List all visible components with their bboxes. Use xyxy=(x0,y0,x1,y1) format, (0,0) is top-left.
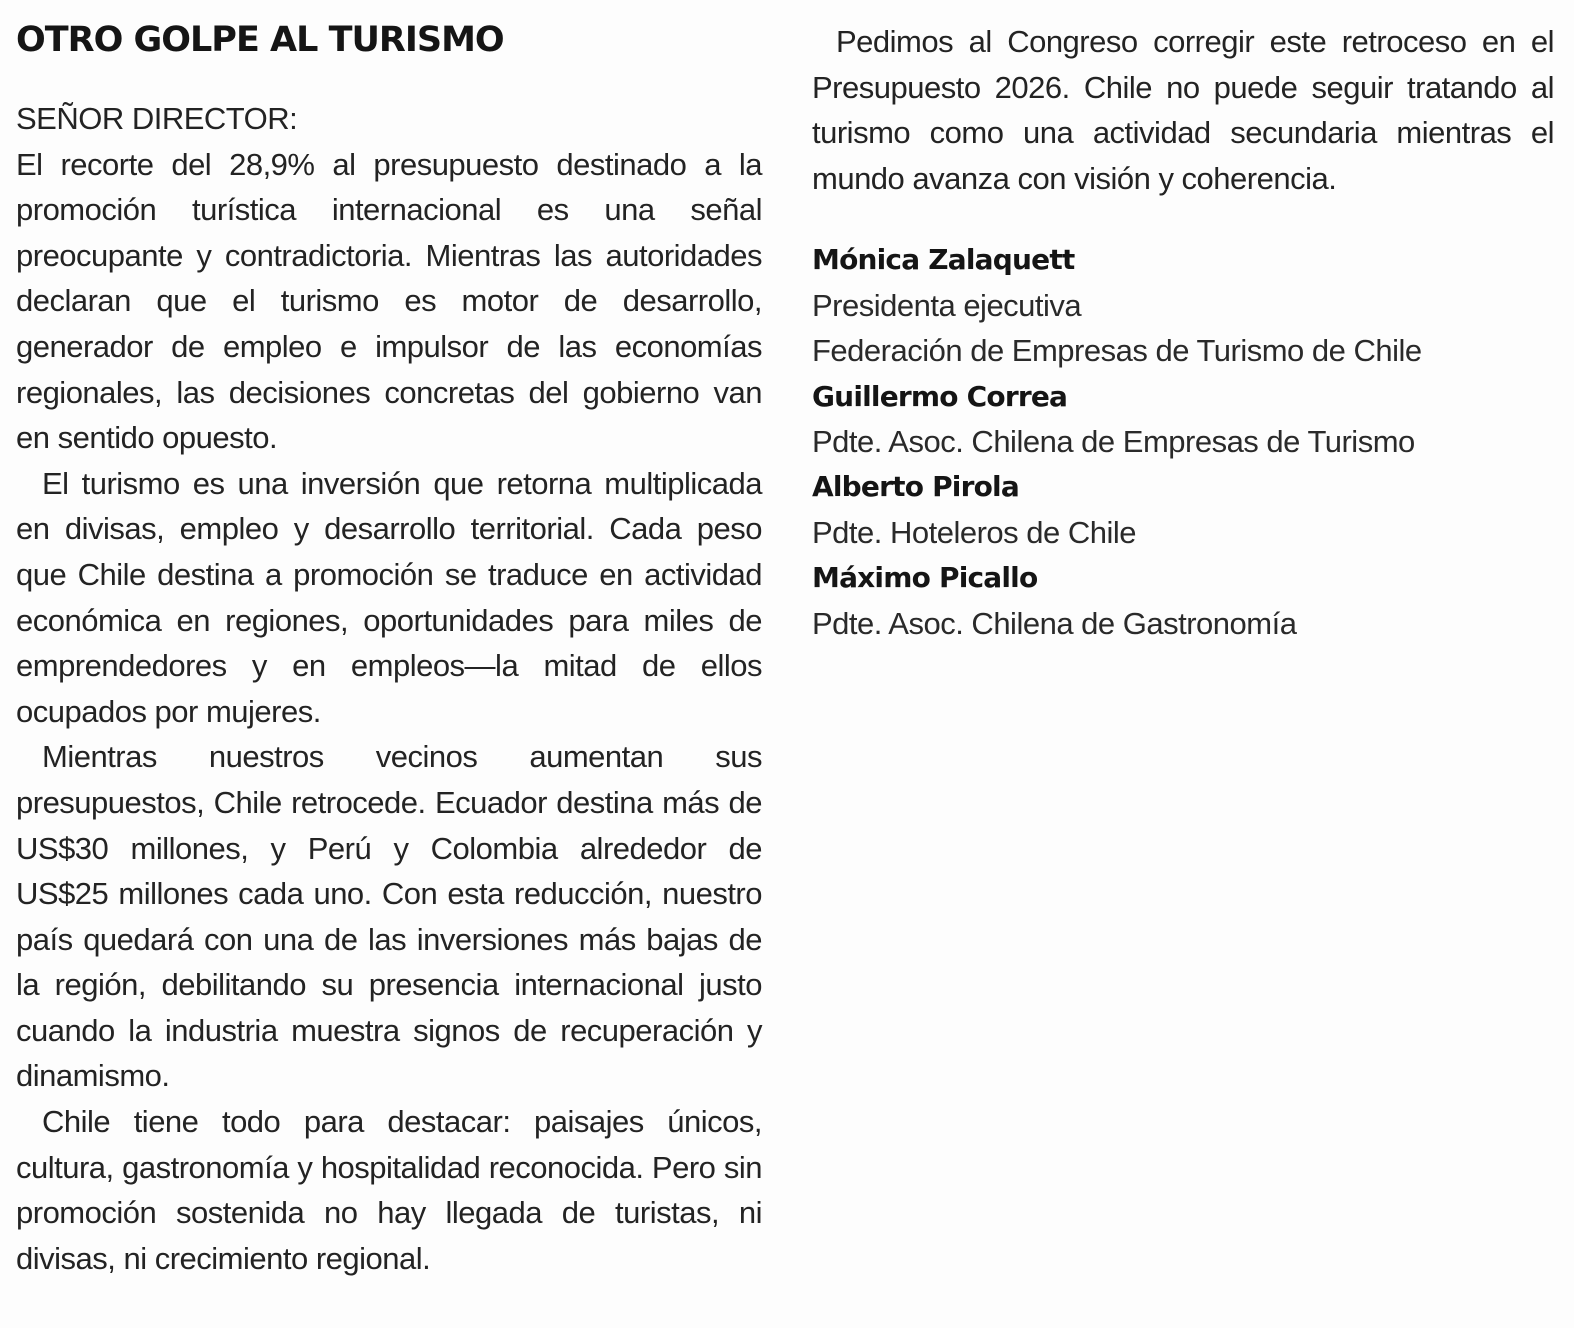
signatory-name: Alberto Pirola xyxy=(812,470,1019,504)
paragraph-4: Chile tiene todo para destacar: paisajes únicos, cultura, gastronomía y hospitalidad reconocida. Pero sin promoción sostenida no hay llegada de turistas, ni divisas, ni crecimiento regional. xyxy=(16,1104,762,1276)
letter-body-column xyxy=(16,14,762,1281)
salutation: SEÑOR DIRECTOR: xyxy=(16,101,298,136)
signatory-name: Mónica Zalaquett xyxy=(812,243,1075,277)
signatory-title: Pdte. Hoteleros de Chile xyxy=(812,514,1137,550)
closing-paragraph: Pedimos al Congreso corregir este retroceso en el Presupuesto 2026. Chile no puede seguir tratando al turismo como una actividad secundaria mientras el mundo avanza con visión y coherencia. xyxy=(812,24,1554,196)
signatory-organization: Federación de Empresas de Turismo de Chile xyxy=(812,333,1422,369)
signatory-name: Guillermo Correa xyxy=(812,379,1068,413)
letter-closing-column xyxy=(812,19,1554,646)
signatory-title: Pdte. Asoc. Chilena de Gastronomía xyxy=(812,605,1297,641)
signatory-title: Presidenta ejecutiva xyxy=(812,287,1082,323)
signatory-name: Máximo Picallo xyxy=(812,561,1038,595)
paragraph-1: El recorte del 28,9% al presupuesto destinado a la promoción turística internacional es una señal preocupante y contradictoria. Mientras las autoridades declaran que el turismo es motor de desarrollo, generador de empleo e impulsor de las economías regionales, las decisiones concretas del gobierno van en sentido opuesto. xyxy=(16,146,762,456)
paragraph-2: El turismo es una inversión que retorna multiplicada en divisas, empleo y desarrollo territorial. Cada peso que Chile destina a promoción se traduce en actividad económica en regiones, oportunidades para miles de emprendedores y en empleos—la mitad de ellos ocupados por mujeres. xyxy=(16,465,762,729)
paragraph-3: Mientras nuestros vecinos aumentan sus presupuestos, Chile retrocede. Ecuador destina más de US$30 millones, y Perú y Colombia alrededor de US$25 millones cada uno. Con esta reducción, nuestro país quedará con una de las inversiones más bajas de la región, debilitando su presencia internacional justo cuando la industria muestra signos de recuperación y dinamismo. xyxy=(16,739,762,1094)
headline: OTRO GOLPE AL TURISMO xyxy=(16,20,504,60)
signatures-block xyxy=(812,237,1554,646)
signatory-title: Pdte. Asoc. Chilena de Empresas de Turismo xyxy=(812,424,1415,459)
